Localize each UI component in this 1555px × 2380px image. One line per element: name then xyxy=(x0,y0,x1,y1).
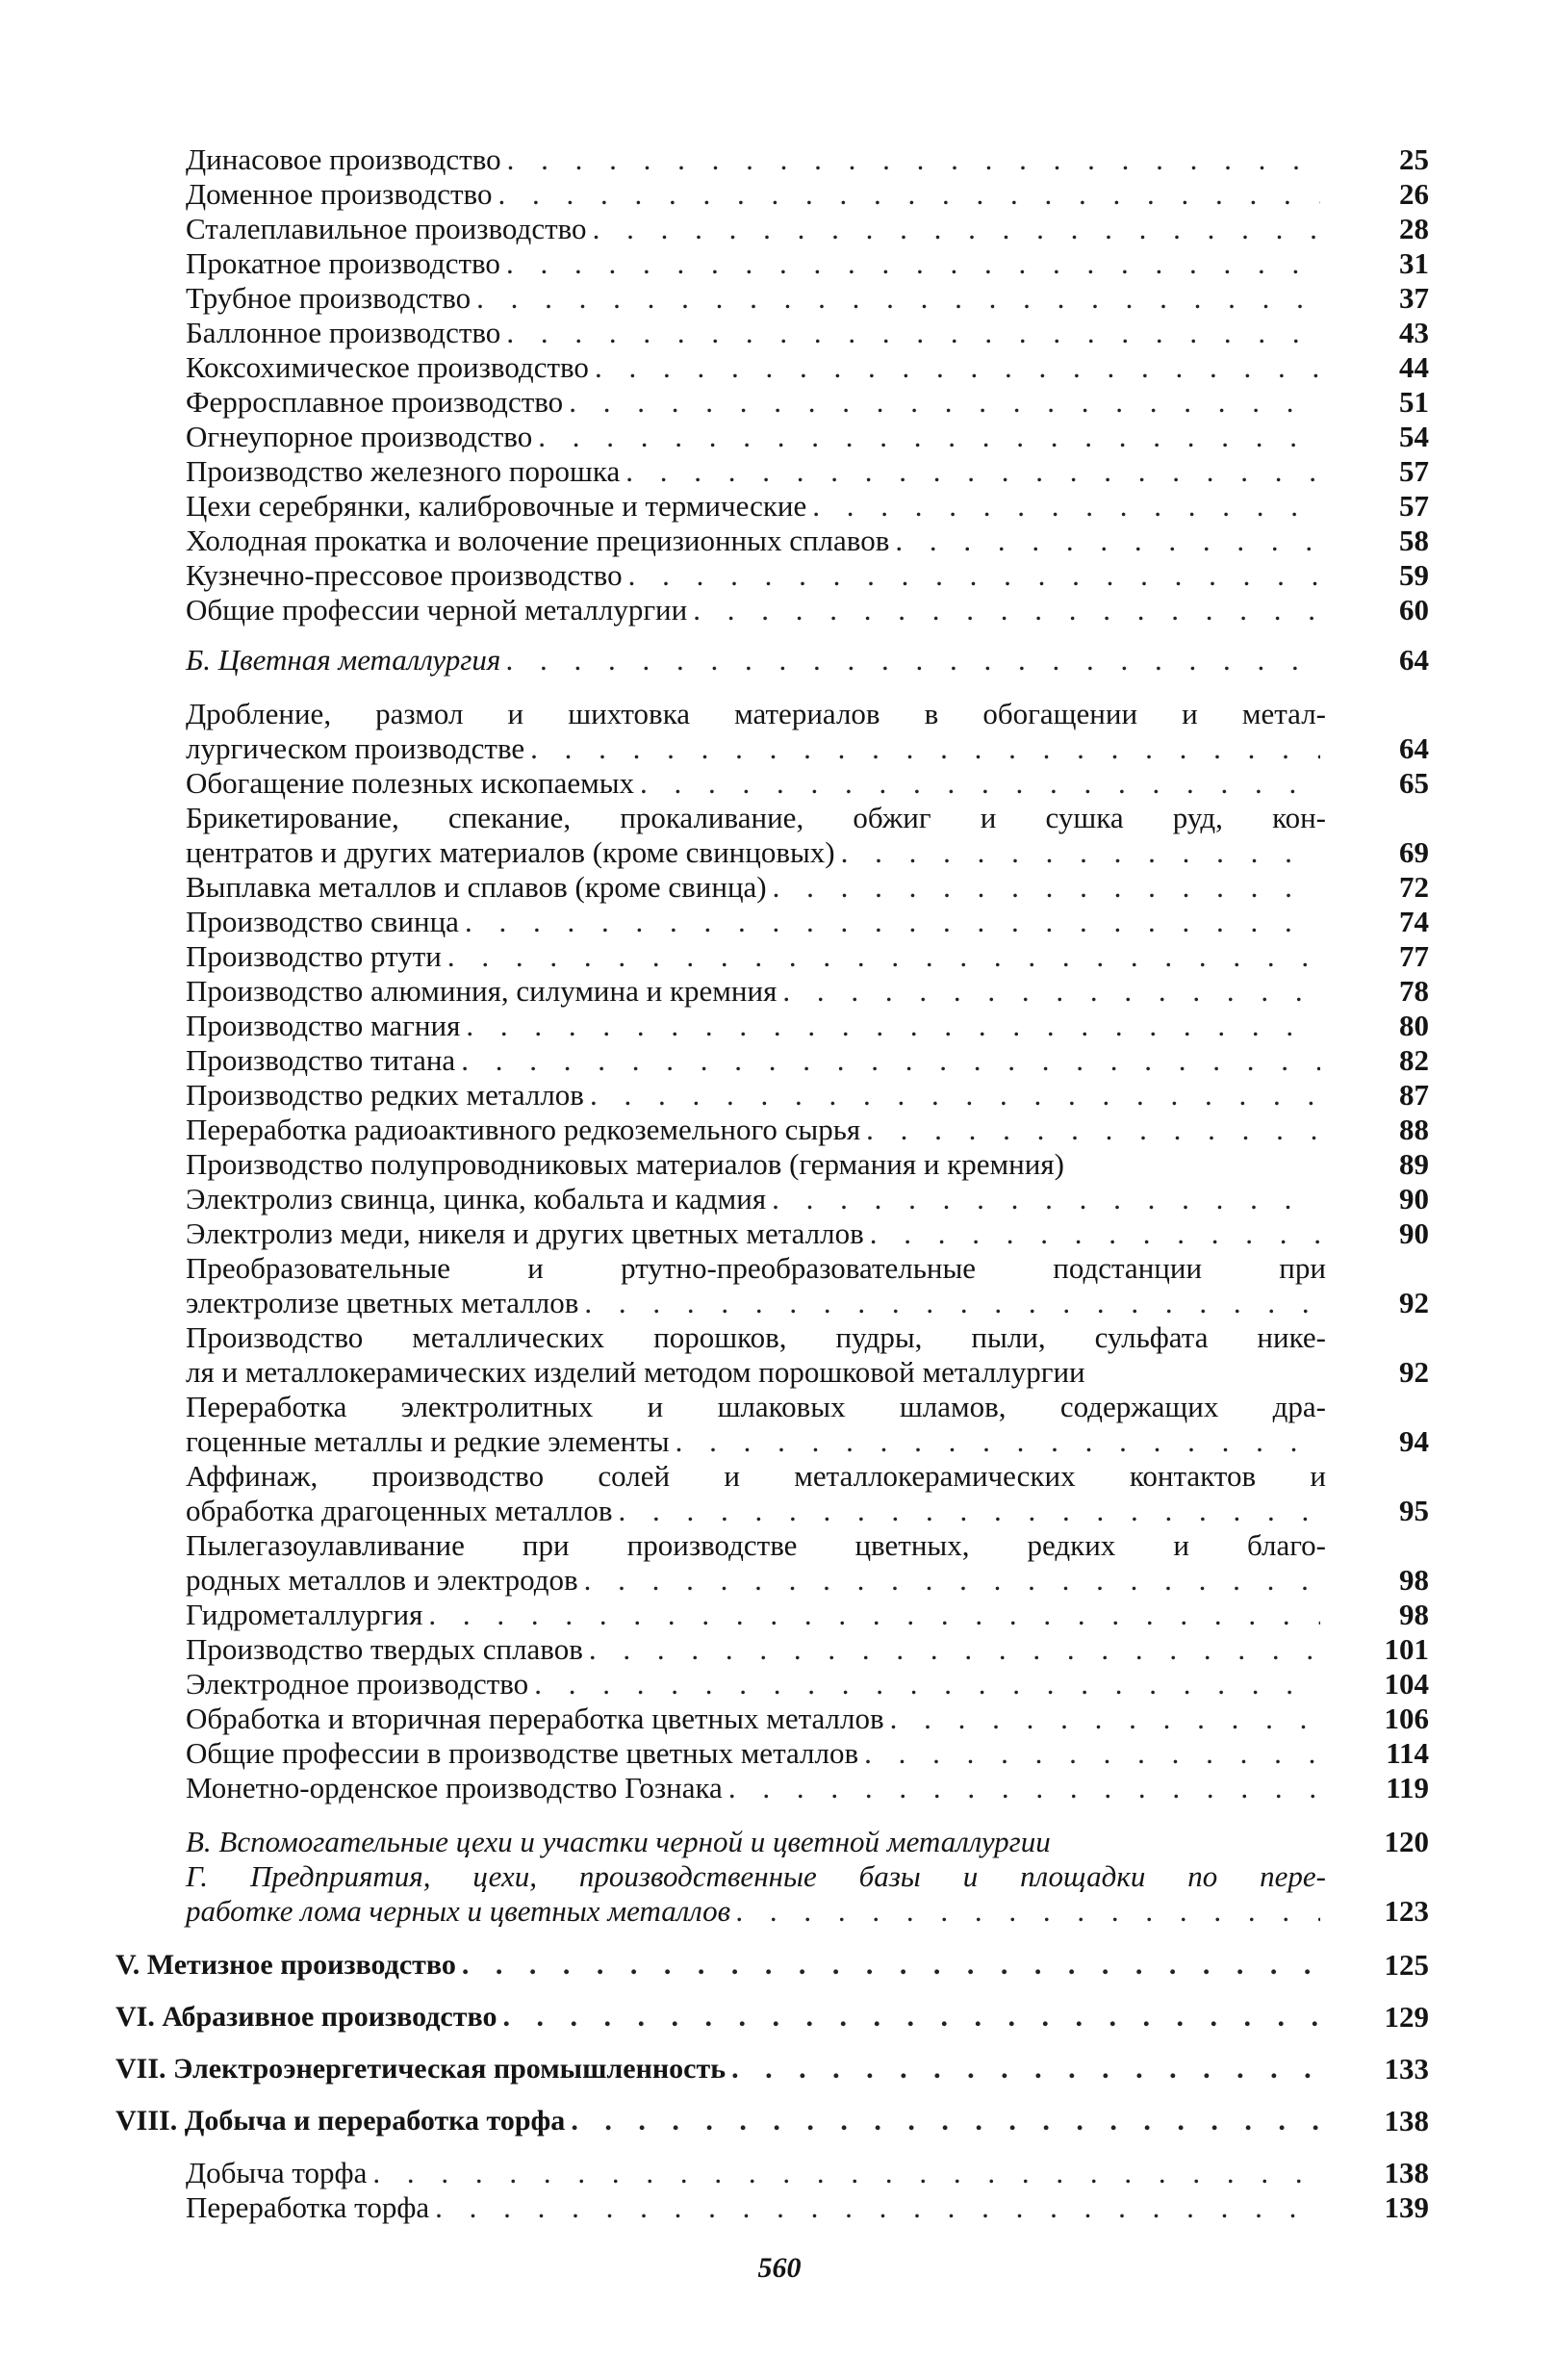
page-number: 98 xyxy=(1399,1563,1429,1597)
page-number: 114 xyxy=(1386,1736,1429,1770)
toc-entry: Обогащение полезных ископаемых . . . xyxy=(186,766,1326,801)
toc-entry: Добыча торфа . . . xyxy=(186,2156,1326,2190)
toc-entry: Переработка электролитных и шлаковых шламов, содержащих дра- гоценные металлы и редкие элементы . . . xyxy=(186,1390,1326,1459)
toc-entry: Выплавка металлов и сплавов (кроме свинца) . . . xyxy=(186,870,1326,905)
toc-entry: Производство железного порошка . . . xyxy=(186,454,1326,489)
page-number: 90 xyxy=(1399,1216,1429,1250)
toc-section-heading: В. Вспомогательные цехи и участки черной и цветной металлургии xyxy=(186,1825,1051,1858)
page-number: 26 xyxy=(1399,177,1429,211)
page-number: 95 xyxy=(1399,1494,1429,1527)
page-number: 37 xyxy=(1399,281,1429,315)
page-number: 129 xyxy=(1384,2000,1429,2034)
page-number: 65 xyxy=(1399,766,1429,800)
toc-entry: Общие профессии черной металлургии . . . xyxy=(186,593,1326,627)
page-number: 125 xyxy=(1384,1948,1429,1982)
page-number: 25 xyxy=(1399,142,1429,176)
toc-entry: Баллонное производство . . . xyxy=(186,316,1326,350)
page-number: 44 xyxy=(1399,350,1429,384)
page-number: 98 xyxy=(1399,1598,1429,1631)
toc-chapter: VII. Электроэнергетическая промышленность . . . xyxy=(115,2052,1326,2086)
toc-entry: Прокатное производство . . . xyxy=(186,246,1326,281)
page-number: 106 xyxy=(1384,1702,1429,1735)
toc-entry: Пылегазоулавливание при производстве цветных, редких и благо- родных металлов и электродов . . . xyxy=(186,1528,1326,1598)
page-footer-number: 560 xyxy=(757,2252,802,2284)
toc-entry: Производство свинца . . . xyxy=(186,905,1326,939)
toc-entry: Доменное производство . . . xyxy=(186,177,1326,212)
toc-entry: Электродное производство . . . xyxy=(186,1667,1326,1702)
page-number: 138 xyxy=(1384,2104,1429,2137)
toc-entry: Электролиз свинца, цинка, кобальта и кадмия . . . xyxy=(186,1182,1326,1216)
page-number: 43 xyxy=(1399,316,1429,349)
toc-entry: Производство титана . . . xyxy=(186,1043,1326,1078)
page-number: 64 xyxy=(1399,643,1429,677)
page-number: 119 xyxy=(1386,1771,1429,1804)
toc-entry: Электролиз меди, никеля и других цветных металлов . . . xyxy=(186,1216,1326,1251)
toc-entry: Цехи серебрянки, калибровочные и термические . . . xyxy=(186,489,1326,524)
page-number: 57 xyxy=(1399,489,1429,523)
toc-entry: Кузнечно-прессовое производство . . . xyxy=(186,558,1326,593)
toc-entry: Ферросплавное производство . . . xyxy=(186,385,1326,420)
page-number: 74 xyxy=(1399,905,1429,938)
toc-entry: Обработка и вторичная переработка цветных металлов . . . xyxy=(186,1702,1326,1736)
page-number: 72 xyxy=(1399,870,1429,904)
page-number: 90 xyxy=(1399,1182,1429,1216)
toc-entry: Производство твердых сплавов . . . xyxy=(186,1632,1326,1667)
toc-chapter: VI. Абразивное производство . . . xyxy=(115,2000,1326,2035)
page-number: 64 xyxy=(1399,731,1429,765)
toc-entry: Производство алюминия, силумина и кремния . . . xyxy=(186,974,1326,1009)
toc-entry: Сталеплавильное производство . . . xyxy=(186,212,1326,246)
toc-entry: Гидрометаллургия . . . xyxy=(186,1598,1326,1632)
toc-section-heading: Б. Цветная металлургия . . . xyxy=(186,643,1326,678)
page-number: 57 xyxy=(1399,454,1429,488)
page-number: 133 xyxy=(1384,2052,1429,2086)
toc-entry: Брикетирование, спекание, прокаливание, обжиг и сушка руд, кон- центратов и других материалов (кроме свинцовых) . . . xyxy=(186,801,1326,870)
page-number: 69 xyxy=(1399,835,1429,869)
toc-entry: Коксохимическое производство . . . xyxy=(186,350,1326,385)
toc-entry: Преобразовательные и ртутно-преобразовательные подстанции при электролизе цветных металлов . . . xyxy=(186,1251,1326,1320)
page-number: 104 xyxy=(1384,1667,1429,1701)
page-number: 60 xyxy=(1399,593,1429,627)
page-number: 78 xyxy=(1399,974,1429,1008)
page-number: 80 xyxy=(1399,1009,1429,1042)
toc-entry: Переработка торфа . . . xyxy=(186,2190,1326,2225)
toc-chapter: V. Метизное производство . . . xyxy=(115,1948,1326,1983)
toc-chapter: VIII. Добыча и переработка торфа . . . xyxy=(115,2104,1326,2138)
page-number: 120 xyxy=(1384,1825,1429,1858)
page-number: 89 xyxy=(1399,1147,1429,1181)
page-number: 28 xyxy=(1399,212,1429,245)
toc-entry: Производство металлических порошков, пудры, пыли, сульфата нике- ля и металлокерамических изделий методом порошковой металлургии xyxy=(186,1320,1326,1389)
page-number: 59 xyxy=(1399,558,1429,592)
page-number: 51 xyxy=(1399,385,1429,419)
page-number: 101 xyxy=(1384,1632,1429,1666)
toc-entry: Производство ртути . . . xyxy=(186,939,1326,974)
page-number: 88 xyxy=(1399,1113,1429,1146)
page-number: 138 xyxy=(1384,2156,1429,2189)
toc-entry: Производство магния . . . xyxy=(186,1009,1326,1043)
page-number: 92 xyxy=(1399,1286,1429,1319)
toc-entry: Дробление, размол и шихтовка материалов в обогащении и метал- лургическом производстве . . . xyxy=(186,697,1326,766)
toc-entry: Общие профессии в производстве цветных металлов . . . xyxy=(186,1736,1326,1771)
page-number: 82 xyxy=(1399,1043,1429,1077)
page-number: 77 xyxy=(1399,939,1429,973)
page-number: 139 xyxy=(1384,2190,1429,2224)
page-number: 94 xyxy=(1399,1424,1429,1458)
toc-entry: Огнеупорное производство . . . xyxy=(186,420,1326,454)
toc-section-heading: Г. Предприятия, цехи, производственные базы и площадки по пере- работке лома черных и цветных металлов . . . xyxy=(186,1859,1326,1929)
page-number: 54 xyxy=(1399,420,1429,453)
toc-entry: Аффинаж, производство солей и металлокерамических контактов и обработка драгоценных металлов . . . xyxy=(186,1459,1326,1528)
page-number: 31 xyxy=(1399,246,1429,280)
toc-entry: Производство полупроводниковых материалов (германия и кремния) xyxy=(186,1147,1064,1181)
toc-entry: Холодная прокатка и волочение прецизионных сплавов . . . xyxy=(186,524,1326,558)
toc-entry: Динасовое производство . . . xyxy=(186,142,1326,177)
page-number: 58 xyxy=(1399,524,1429,557)
toc-entry: Монетно-орденское производство Гознака . . . xyxy=(186,1771,1326,1805)
toc-entry: Переработка радиоактивного редкоземельного сырья . . . xyxy=(186,1113,1326,1147)
toc-entry: Трубное производство . . . xyxy=(186,281,1326,316)
toc-entry: Производство редких металлов . . . xyxy=(186,1078,1326,1113)
page-number: 87 xyxy=(1399,1078,1429,1112)
page-number: 123 xyxy=(1384,1894,1429,1928)
page-number: 92 xyxy=(1399,1355,1429,1389)
